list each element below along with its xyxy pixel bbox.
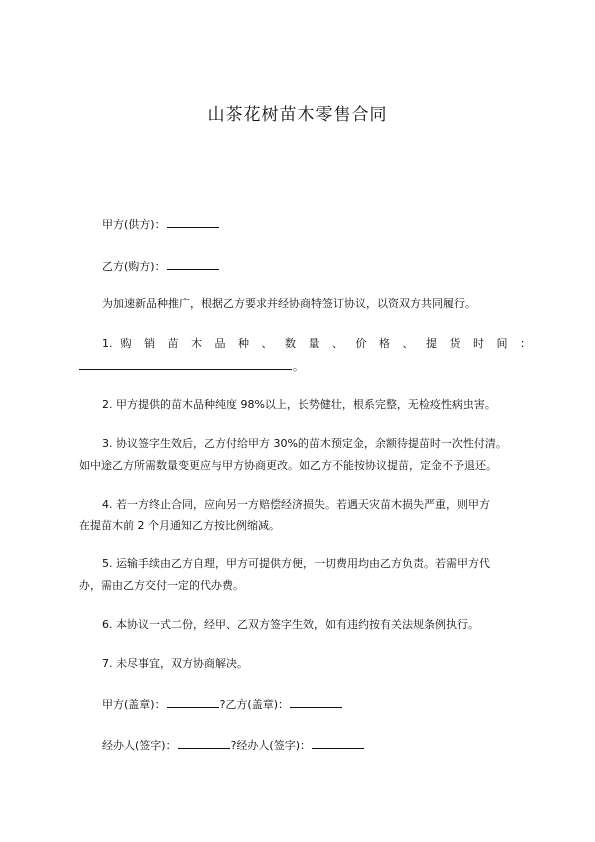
clause-7: 7. 未尽事宜，双方协商解决。 bbox=[102, 657, 248, 670]
document-title: 山茶花树苗木零售合同 bbox=[207, 105, 388, 125]
sign-b-label: ?经办人(签字)： bbox=[230, 739, 312, 752]
clause-4-line-1: 4. 若一方终止合同，应向另一方赔偿经济损失。若遇天灾苗木损失严重，则甲方 bbox=[102, 498, 490, 511]
party-b-label: 乙方(购方)： bbox=[102, 260, 166, 273]
clause-4-line-2: 在提苗木前 2 个月通知乙方按比例缩减。 bbox=[79, 519, 280, 532]
intro-paragraph: 为加速新品种推广，根据乙方要求并经协商特签订协议，以资双方共同履行。 bbox=[102, 297, 476, 310]
seal-b-label: ?乙方(盖章)： bbox=[219, 698, 290, 711]
clause-1-blank bbox=[79, 359, 292, 370]
seal-b-blank bbox=[290, 697, 342, 708]
sign-a-blank bbox=[178, 738, 230, 749]
party-b-line bbox=[102, 259, 531, 274]
party-a-blank bbox=[167, 217, 219, 228]
clause-1-end: 。 bbox=[293, 360, 304, 373]
clause-1-line-2 bbox=[79, 359, 531, 374]
party-b-blank bbox=[167, 259, 219, 270]
seal-line bbox=[102, 697, 531, 712]
clause-1-line-1: 1. 购 销 苗 木 品 种 、 数 量 、 价 格 、 提 货 时 间 ： bbox=[102, 337, 531, 350]
party-a-label: 甲方(供方)： bbox=[102, 218, 166, 231]
clause-5-line-1: 5. 运输手续由乙方自理，甲方可提供方便，一切费用均由乙方负责。若需甲方代 bbox=[102, 557, 490, 570]
sign-line bbox=[102, 738, 531, 753]
party-a-line bbox=[102, 217, 531, 232]
clause-2: 2. 甲方提供的苗木品种纯度 98%以上，长势健壮，根系完整，无检疫性病虫害。 bbox=[102, 398, 496, 411]
sign-b-blank bbox=[312, 738, 364, 749]
clause-3-line-2: 如中途乙方所需数量变更应与甲方协商更改。如乙方不能按协议提苗，定金不予退还。 bbox=[79, 459, 497, 472]
clause-3-line-1: 3. 协议签字生效后，乙方付给甲方 30%的苗木预定金，余额待提苗时一次性付清。 bbox=[102, 437, 507, 450]
clause-5-line-2: 办，需由乙方交付一定的代办费。 bbox=[79, 579, 244, 592]
seal-a-label: 甲方(盖章)： bbox=[102, 698, 166, 711]
seal-a-blank bbox=[167, 697, 219, 708]
sign-a-label: 经办人(签字)： bbox=[102, 739, 177, 752]
clause-6: 6. 本协议一式二份，经甲、乙双方签字生效，如有违约按有关法规条例执行。 bbox=[102, 618, 479, 631]
